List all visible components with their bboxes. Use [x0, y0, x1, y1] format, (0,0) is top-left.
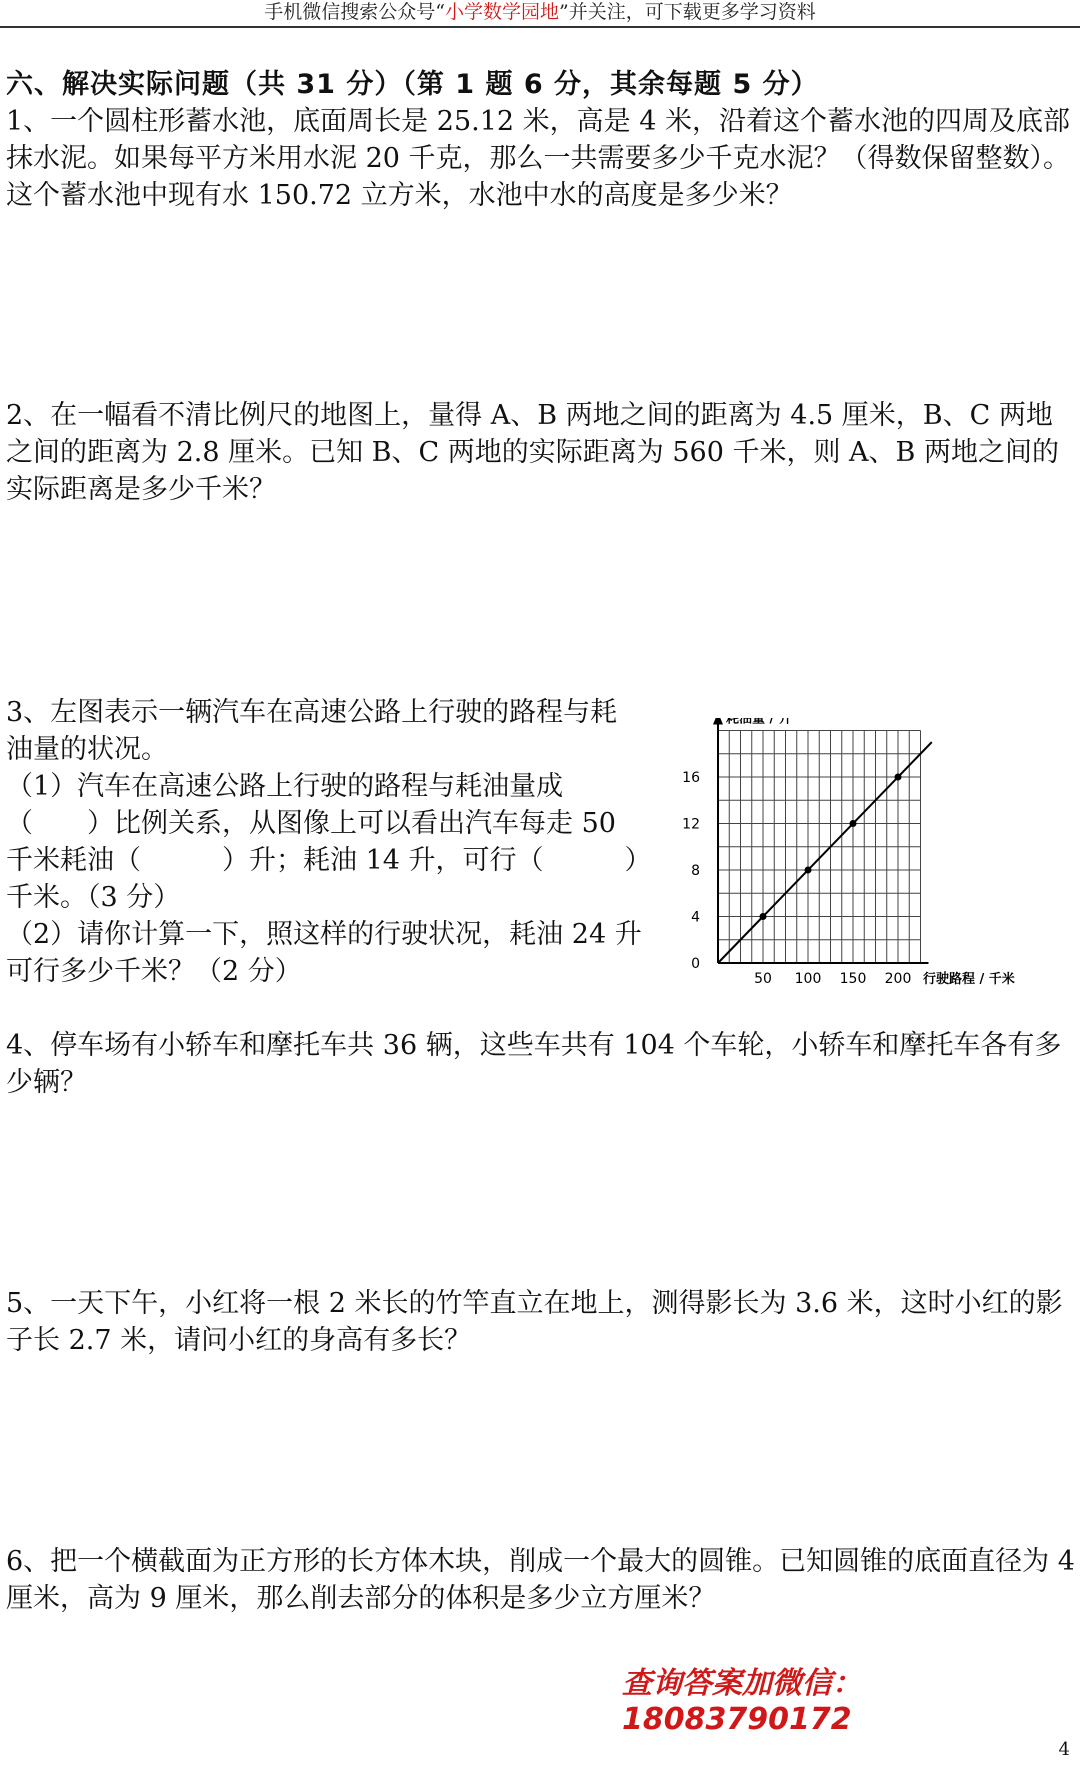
question-3-line: （1）汽车在高速公路上行驶的路程与耗油量成 [6, 771, 564, 802]
y-tick-label: 12 [682, 816, 700, 833]
header-text-pre: 手机微信搜索公众号“ [264, 1, 445, 23]
question-3-line: 可行多少千米？（2 分） [6, 956, 302, 987]
question-4: 4、停车场有小轿车和摩托车共 36 辆，这些车共有 104 个车轮，小轿车和摩托车各有多少辆？ [6, 1030, 1062, 1098]
question-3-line: （ ）比例关系，从图像上可以看出汽车每走 50 [6, 808, 616, 839]
chart-svg [678, 718, 1038, 988]
fuel-distance-chart [678, 718, 1038, 988]
page-number: 4 [1058, 1739, 1070, 1760]
y-axis-arrow [713, 718, 723, 725]
header-account-name: 小学数学园地 [444, 1, 559, 23]
x-tick-label: 150 [839, 971, 867, 987]
x-tick-label: 200 [884, 971, 912, 987]
section-title: 六、解决实际问题（共 31 分）（第 1 题 6 分，其余每题 5 分） [6, 69, 819, 100]
chart-series [718, 742, 932, 963]
data-point [895, 774, 902, 781]
y-tick-label: 8 [691, 863, 700, 879]
header-text-post: ”并关注，可下载更多学习资料 [559, 1, 816, 23]
question-3-line: 3、左图表示一辆汽车在高速公路上行驶的路程与耗 [6, 697, 618, 728]
question-2: 2、在一幅看不清比例尺的地图上，量得 A、B 两地之间的距离为 4.5 厘米，B、C 两地之间的距离为 2.8 厘米。已知 B、C 两地的实际距离为 560 千米，则 A、B 两地之间的实际距离是多少千米？ [6, 400, 1059, 505]
contact-watermark: 查询答案加微信：18083790172 [622, 1666, 862, 1737]
question-5: 5、一天下午，小红将一根 2 米长的竹竿直立在地上，测得影长为 3.6 米，这时小红的影子长 2.7 米，请问小红的身高有多长？ [6, 1288, 1063, 1356]
y-axis-label: 耗油量 / 升 [726, 718, 792, 727]
page-header [0, 0, 1080, 28]
x-tick-label: 100 [794, 971, 822, 987]
x-axis-label: 行驶路程 / 千米 [923, 972, 1015, 987]
y-tick-label: 0 [691, 956, 700, 972]
y-tick-label: 16 [682, 770, 700, 786]
question-3-line: 千米。（3 分） [6, 882, 181, 913]
question-3 [6, 694, 656, 990]
chart-labels [682, 718, 1015, 987]
y-tick-label: 4 [691, 909, 700, 926]
question-6: 6、把一个横截面为正方形的长方体木块，削成一个最大的圆锥。已知圆锥的底面直径为 4 厘米，高为 9 厘米，那么削去部分的体积是多少立方厘米？ [6, 1546, 1075, 1614]
x-tick-label: 50 [754, 971, 772, 987]
chart-grid [718, 731, 921, 964]
data-point [760, 913, 767, 920]
chart-axes [713, 718, 929, 963]
question-3-line: 千米耗油（ ）升；耗油 14 升，可行（ ） [6, 845, 652, 876]
question-3-line: 油量的状况。 [6, 734, 168, 765]
question-3-line: （2）请你计算一下，照这样的行驶状况，耗油 24 升 [6, 919, 642, 950]
data-point [850, 820, 857, 827]
data-point [805, 867, 812, 874]
question-1: 1、一个圆柱形蓄水池，底面周长是 25.12 米，高是 4 米，沿着这个蓄水池的四周及底部抹水泥。如果每平方米用水泥 20 千克，那么一共需要多少千克水泥？（得数保留整数）。这个蓄水池中现有水 150.72 立方米，水池中水的高度是多少米？ [6, 106, 1071, 211]
